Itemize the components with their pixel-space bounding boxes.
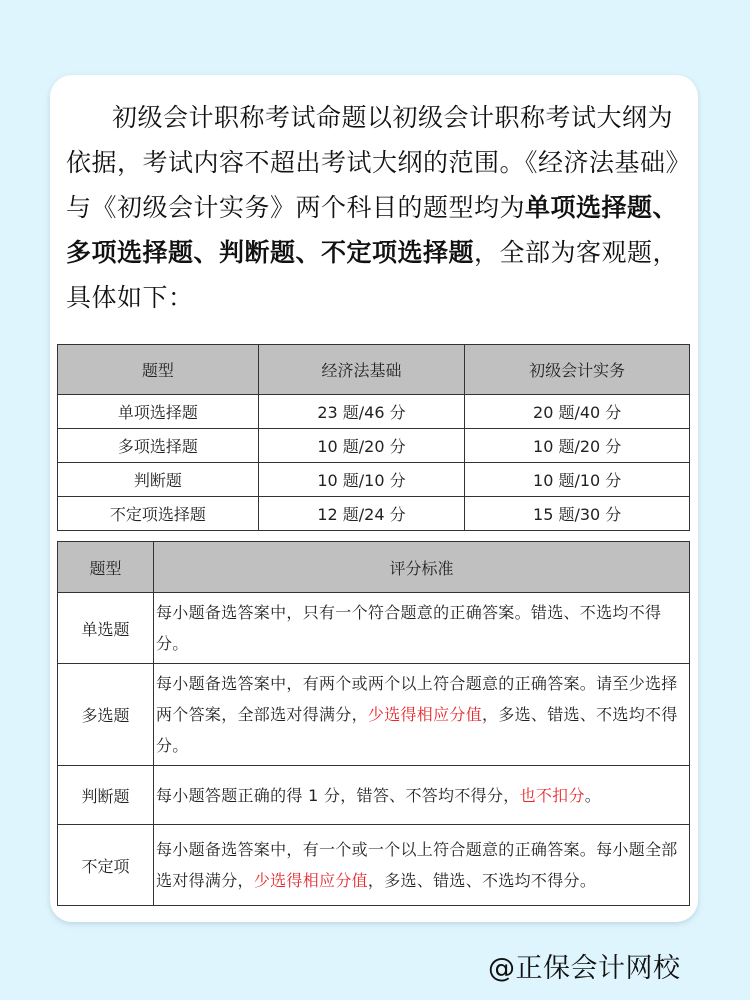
criteria-text: 每小题答题正确的得 1 分，错答、不答均不得分， (156, 785, 520, 805)
scoring-criteria-table (57, 541, 690, 906)
cell-criteria (154, 593, 690, 664)
brand-handle: @正保会计网校 (488, 953, 681, 984)
cell-type: 单项选择题 (58, 395, 259, 429)
intro-paragraph (66, 95, 686, 320)
cell-type: 多项选择题 (58, 429, 259, 463)
table-row (58, 825, 690, 906)
cell-criteria (154, 825, 690, 906)
cell-type: 不定项选择题 (58, 497, 259, 531)
table-header-row (58, 542, 690, 593)
header-scoring-criteria: 评分标准 (154, 542, 690, 593)
table-row (58, 497, 690, 531)
criteria-text: 每小题备选答案中，只有一个符合题意的正确答案。错选、不选均不得分。 (156, 603, 662, 653)
criteria-highlight: 少选得相应分值 (253, 871, 368, 890)
question-count-table (57, 344, 690, 531)
cell-type: 不定项 (58, 825, 154, 906)
header-accounting-practice: 初级会计实务 (465, 345, 690, 395)
cell-criteria (154, 664, 690, 766)
cell-criteria (154, 766, 690, 825)
intro-bold-question-types: 单项选择题、多项选择题、判断题、不定项选择题 (66, 193, 679, 267)
cell-economic-law: 10 题/10 分 (258, 463, 465, 497)
criteria-highlight: 也不扣分 (519, 785, 585, 805)
criteria-text: 每小题备选答案中，有两个或两个以上符合题意的正确答案。请至少选择两个答案，全部选对得满分， (156, 674, 678, 724)
table-row (58, 395, 690, 429)
criteria-highlight: 少选得相应分值 (367, 705, 483, 724)
table-row (58, 463, 690, 497)
cell-accounting-practice: 15 题/30 分 (465, 497, 690, 531)
criteria-text: 每小题备选答案中，有一个或一个以上符合题意的正确答案。每小题全部选对得满分， (156, 840, 678, 890)
cell-economic-law: 12 题/24 分 (258, 497, 465, 531)
table-row (58, 429, 690, 463)
cell-type: 单选题 (58, 593, 154, 664)
header-economic-law: 经济法基础 (258, 345, 465, 395)
criteria-text-tail: 。 (584, 785, 602, 805)
table-row (58, 766, 690, 825)
criteria-text-tail: ，多选、错选、不选均不得分。 (367, 871, 597, 890)
intro-text: 初级会计职称考试命题以初级会计职称考试大纲为依据，考试内容不超出考试大纲的范围。《经济法基础》与《初级会计实务》两个科目的题型均为 (66, 103, 679, 222)
header-question-type: 题型 (58, 542, 154, 593)
cell-accounting-practice: 20 题/40 分 (465, 395, 690, 429)
cell-accounting-practice: 10 题/20 分 (465, 429, 690, 463)
table-row (58, 664, 690, 766)
cell-type: 判断题 (58, 766, 154, 825)
cell-accounting-practice: 10 题/10 分 (465, 463, 690, 497)
cell-type: 多选题 (58, 664, 154, 766)
content-card (50, 75, 698, 922)
intro-tail: ，全部为客观题，具体如下： (66, 238, 679, 312)
criteria-text-tail: ，多选、错选、不选均不得分。 (156, 705, 678, 755)
header-question-type: 题型 (58, 345, 259, 395)
cell-economic-law: 10 题/20 分 (258, 429, 465, 463)
table-header-row (58, 345, 690, 395)
cell-economic-law: 23 题/46 分 (258, 395, 465, 429)
cell-type: 判断题 (58, 463, 259, 497)
table-row (58, 593, 690, 664)
